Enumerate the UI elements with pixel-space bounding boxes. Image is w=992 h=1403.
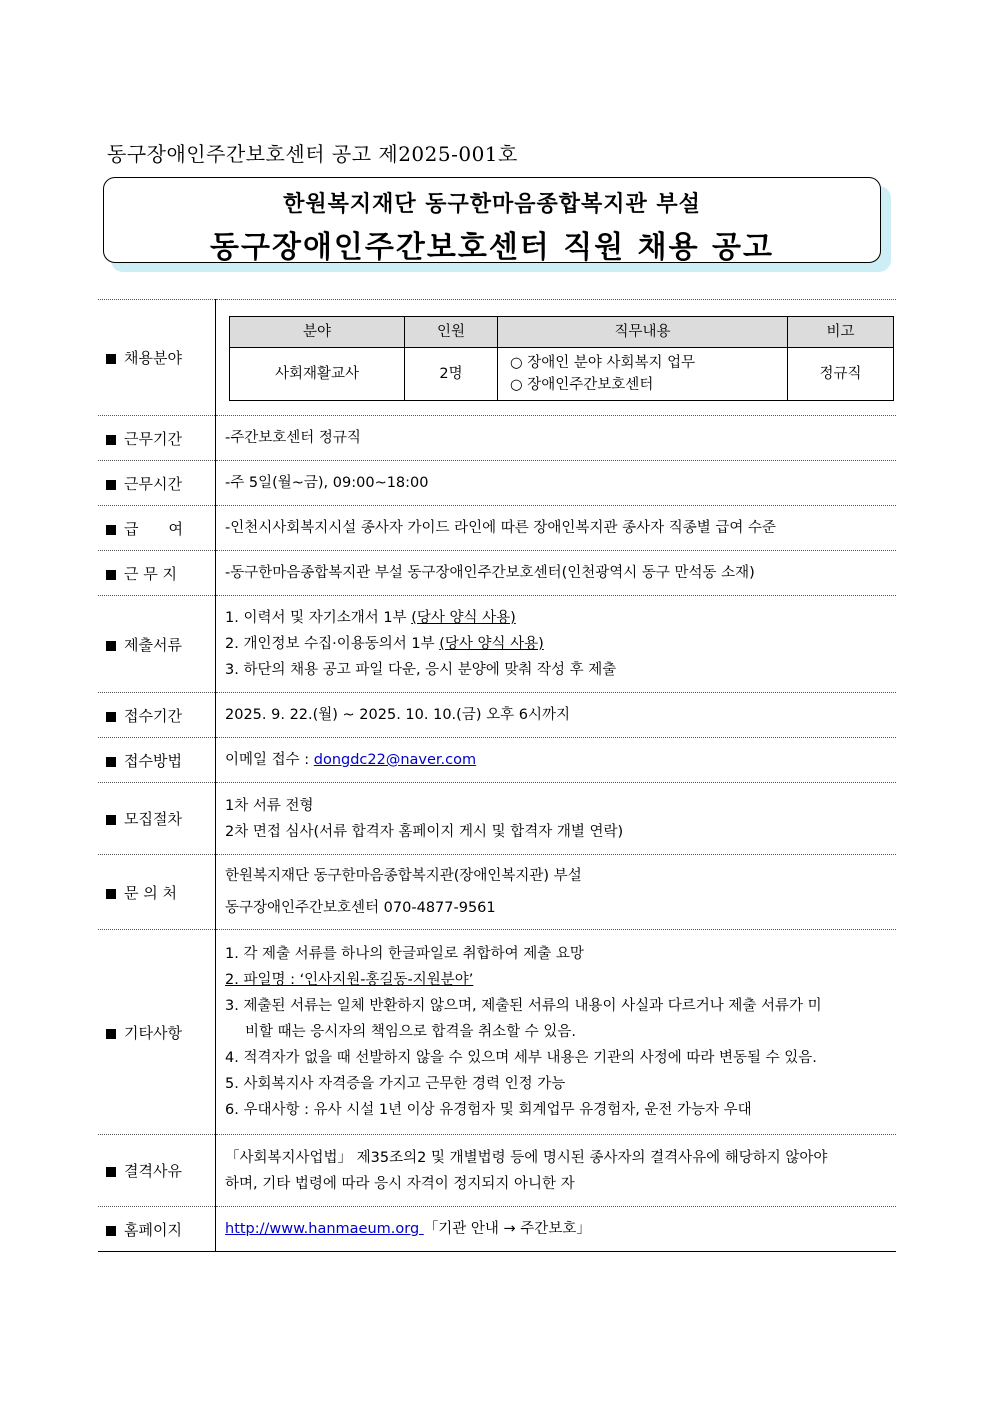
row-application-period: 접수기간 2025. 9. 22.(월) ~ 2025. 10. 10.(금) 오후 6시까지: [98, 693, 896, 738]
cell-field: 사회재활교사: [230, 348, 405, 401]
row-etc: 기타사항 1. 각 제출 서류를 하나의 한글파일로 취합하여 제출 요망 2. 파일명 : ‘인사지원-홍길동-지원분야’ 3. 제출된 서류는 일체 반환하지 않으며, 제출된 서류의 내용이 사실과 다르거나 제출 서류가 미 비할 때는 응시자의 책임으로 합격을 취소할 수 있음. 4. 적격자가 없을 때 선발하지 않을 수 있으며 세부 내용은 기관의 사정에 따라 변동될 수 있음. 5. 사회복지사 자격증을 가지고 근무한 경력 인정 가능 6. 우대사항 : 유사 시설 1년 이상 유경험자 및 회계업무 유경험자, 운전 가능자 우대: [98, 930, 896, 1135]
title-box: [103, 177, 881, 263]
work-period-value: -주간보호센터 정규직: [216, 416, 897, 461]
square-bullet-icon: [106, 641, 116, 651]
square-bullet-icon: [106, 757, 116, 767]
square-bullet-icon: [106, 435, 116, 445]
cell-count: 2명: [405, 348, 498, 401]
location-value: -동구한마음종합복지관 부설 동구장애인주간보호센터(인천광역시 동구 만석동 소재): [216, 551, 897, 596]
square-bullet-icon: [106, 570, 116, 580]
cell-duty: ○ 장애인 분야 사회복지 업무 ○ 장애인주간보호센터: [498, 348, 788, 401]
documents-value: 1. 이력서 및 자기소개서 1부 (당사 양식 사용) 2. 개인정보 수집·이용동의서 1부 (당사 양식 사용) 3. 하단의 채용 공고 파일 다운, 응시 분양에 맞춰 작성 후 제출: [216, 596, 897, 693]
row-procedure: 모집절차 1차 서류 전형 2차 면접 심사(서류 합격자 홈페이지 게시 및 합격자 개별 연락): [98, 783, 896, 855]
square-bullet-icon: [106, 525, 116, 535]
row-work-hours: 근무시간 -주 5일(월~금), 09:00~18:00: [98, 461, 896, 506]
square-bullet-icon: [106, 480, 116, 490]
notice-number: 동구장애인주간보호센터 공고 제2025-001호: [107, 142, 518, 166]
title-organization: 한원복지재단 동구한마음종합복지관 부설: [283, 192, 701, 217]
row-homepage: 홈페이지 http://www.hanmaeum.org 「기관 안내 → 주간보호」: [98, 1207, 896, 1252]
work-hours-value: -주 5일(월~금), 09:00~18:00: [216, 461, 897, 506]
square-bullet-icon: [106, 1167, 116, 1177]
square-bullet-icon: [106, 1029, 116, 1039]
square-bullet-icon: [106, 889, 116, 899]
procedure-value: 1차 서류 전형 2차 면접 심사(서류 합격자 홈페이지 게시 및 합격자 개별 연락): [216, 783, 897, 855]
square-bullet-icon: [106, 815, 116, 825]
row-location: 근 무 지 -동구한마음종합복지관 부설 동구장애인주간보호센터(인천광역시 동구 만석동 소재): [98, 551, 896, 596]
row-recruit-field: [98, 300, 896, 416]
row-documents: 제출서류 1. 이력서 및 자기소개서 1부 (당사 양식 사용) 2. 개인정보 수집·이용동의서 1부 (당사 양식 사용) 3. 하단의 채용 공고 파일 다운, 응시 분양에 맞춰 작성 후 제출: [98, 596, 896, 693]
row-work-period: 근무기간 -주간보호센터 정규직: [98, 416, 896, 461]
email-link[interactable]: dongdc22@naver.com: [313, 752, 477, 768]
row-disqualification: 결격사유 「사회복지사업법」 제35조의2 및 개별법령 등에 명시된 종사자의 결격사유에 해당하지 않아야 하며, 기타 법령에 따라 응시 자격이 정지되지 아니한 자: [98, 1135, 896, 1207]
etc-value: 1. 각 제출 서류를 하나의 한글파일로 취합하여 제출 요망 2. 파일명 : ‘인사지원-홍길동-지원분야’ 3. 제출된 서류는 일체 반환하지 않으며, 제출된 서류의 내용이 사실과 다르거나 제출 서류가 미 비할 때는 응시자의 책임으로 합격을 취소할 수 있음. 4. 적격자가 없을 때 선발하지 않을 수 있으며 세부 내용은 기관의 사정에 따라 변동될 수 있음. 5. 사회복지사 자격증을 가지고 근무한 경력 인정 가능 6. 우대사항 : 유사 시설 1년 이상 유경험자 및 회계업무 유경험자, 운전 가능자 우대: [216, 930, 897, 1135]
contact-value: 한원복지재단 동구한마음종합복지관(장애인복지관) 부설 동구장애인주간보호센터 070-4877-9561: [216, 855, 897, 930]
salary-value: -인천시사회복지시설 종사자 가이드 라인에 따른 장애인복지관 종사자 직종별 급여 수준: [216, 506, 897, 551]
header-note: 비고: [788, 317, 894, 348]
recruitment-info-table: [98, 299, 896, 1252]
row-contact: 문 의 처 한원복지재단 동구한마음종합복지관(장애인복지관) 부설 동구장애인주간보호센터 070-4877-9561: [98, 855, 896, 930]
cell-note: 정규직: [788, 348, 894, 401]
row-application-method: 접수방법 이메일 접수 : dongdc22@naver.com: [98, 738, 896, 783]
header-field: 분야: [230, 317, 405, 348]
header-duty: 직무내용: [498, 317, 788, 348]
square-bullet-icon: [106, 354, 116, 364]
homepage-link[interactable]: http://www.hanmaeum.org: [225, 1221, 424, 1237]
disqualification-value: 「사회복지사업법」 제35조의2 및 개별법령 등에 명시된 종사자의 결격사유에 해당하지 않아야 하며, 기타 법령에 따라 응시 자격이 정지되지 아니한 자: [216, 1135, 897, 1207]
square-bullet-icon: [106, 1226, 116, 1236]
header-count: 인원: [405, 317, 498, 348]
label-recruit-field: 채용분야: [98, 300, 216, 416]
recruit-field-table: [229, 316, 894, 401]
row-salary: 급 여 -인천시사회복지시설 종사자 가이드 라인에 따른 장애인복지관 종사자 직종별 급여 수준: [98, 506, 896, 551]
application-period-value: 2025. 9. 22.(월) ~ 2025. 10. 10.(금) 오후 6시까지: [216, 693, 897, 738]
square-bullet-icon: [106, 712, 116, 722]
page-title: 동구장애인주간보호센터 직원 채용 공고: [210, 230, 774, 265]
